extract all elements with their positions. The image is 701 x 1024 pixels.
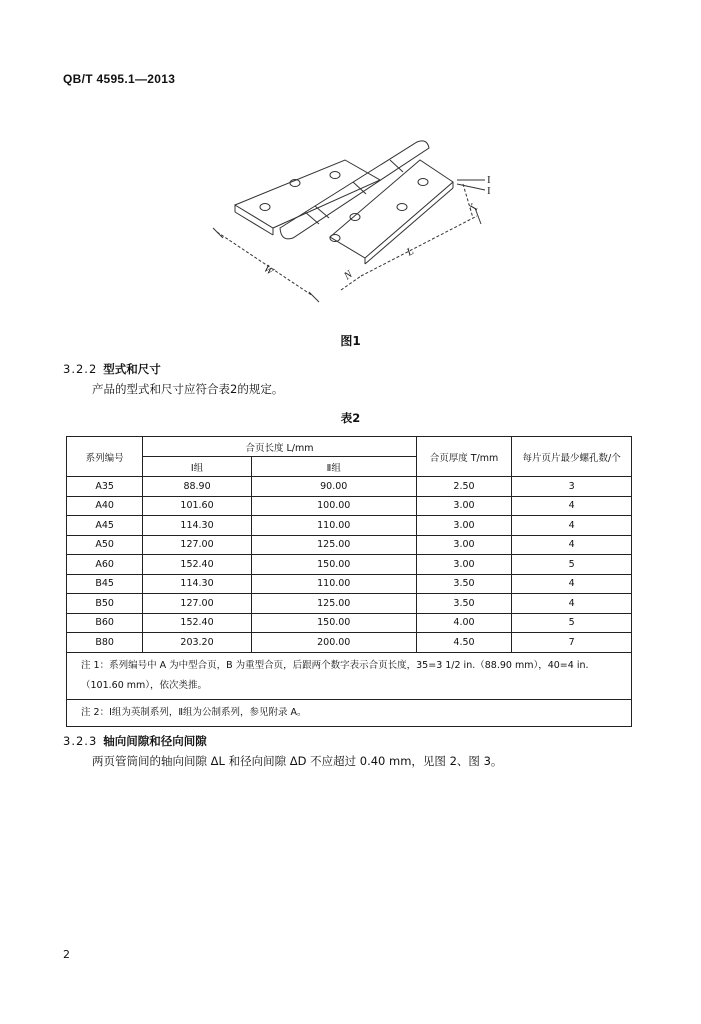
dim-label-t: T bbox=[467, 203, 481, 214]
cell-series: B50 bbox=[67, 594, 143, 614]
table-row bbox=[67, 496, 632, 516]
cell-thickness: 3.50 bbox=[416, 574, 512, 594]
table-row bbox=[67, 516, 632, 536]
cell-group2: 110.00 bbox=[251, 516, 416, 536]
header-length: 合页长度 L/mm bbox=[143, 437, 416, 457]
cell-holes: 5 bbox=[512, 555, 632, 575]
screw-hole bbox=[350, 214, 360, 221]
cell-thickness: 3.50 bbox=[416, 594, 512, 614]
section-text-322: 产品的型式和尺寸应符合表2的规定。 bbox=[92, 382, 284, 396]
right-leaf bbox=[330, 160, 453, 258]
cell-thickness: 4.50 bbox=[416, 633, 512, 653]
cell-group2: 150.00 bbox=[251, 555, 416, 575]
cell-series: B80 bbox=[67, 633, 143, 653]
hinge-barrel bbox=[280, 141, 429, 239]
cell-series: B45 bbox=[67, 574, 143, 594]
section-number: 3.2.2 bbox=[63, 362, 98, 376]
cell-group1: 127.00 bbox=[143, 535, 252, 555]
table-row bbox=[67, 574, 632, 594]
cell-series: A50 bbox=[67, 535, 143, 555]
cell-holes: 4 bbox=[512, 535, 632, 555]
dim-label-n: N bbox=[341, 268, 355, 283]
header-series: 系列编号 bbox=[67, 437, 143, 477]
dim-label-w: W bbox=[261, 262, 276, 278]
section-number: 3.2.3 bbox=[63, 734, 98, 748]
hinge-figure bbox=[195, 120, 515, 315]
page-number: 2 bbox=[63, 948, 70, 961]
screw-hole bbox=[418, 179, 428, 186]
cell-series: A45 bbox=[67, 516, 143, 536]
section-text-323: 两页管筒间的轴向间隙 ΔL 和径向间隙 ΔD 不应超过 0.40 mm，见图 2、图 3。 bbox=[92, 754, 503, 768]
header-group1: Ⅰ组 bbox=[143, 457, 252, 477]
cell-series: A60 bbox=[67, 555, 143, 575]
cell-series: A35 bbox=[67, 477, 143, 497]
section-heading-323 bbox=[63, 733, 207, 749]
cell-holes: 4 bbox=[512, 496, 632, 516]
dim-label-i1: I bbox=[487, 174, 491, 186]
cell-group1: 127.00 bbox=[143, 594, 252, 614]
cell-group1: 152.40 bbox=[143, 613, 252, 633]
screw-hole bbox=[330, 172, 340, 179]
cell-group2: 150.00 bbox=[251, 613, 416, 633]
dim-label-i2: I bbox=[487, 185, 491, 197]
cell-thickness: 3.00 bbox=[416, 535, 512, 555]
cell-series: A40 bbox=[67, 496, 143, 516]
cell-group1: 101.60 bbox=[143, 496, 252, 516]
cell-thickness: 3.00 bbox=[416, 496, 512, 516]
cell-group2: 90.00 bbox=[251, 477, 416, 497]
left-leaf bbox=[235, 160, 380, 228]
table-note-2: 注 2：Ⅰ组为英制系列，Ⅱ组为公制系列，参见附录 A。 bbox=[67, 699, 632, 726]
cell-holes: 4 bbox=[512, 574, 632, 594]
screw-hole bbox=[397, 204, 407, 211]
cell-group1: 88.90 bbox=[143, 477, 252, 497]
cell-series: B60 bbox=[67, 613, 143, 633]
header-thickness: 合页厚度 T/mm bbox=[416, 437, 512, 477]
table-row bbox=[67, 555, 632, 575]
cell-group1: 114.30 bbox=[143, 574, 252, 594]
standard-code: QB/T 4595.1—2013 bbox=[63, 72, 176, 86]
cell-holes: 5 bbox=[512, 613, 632, 633]
dimensions-table bbox=[66, 436, 632, 727]
cell-group2: 200.00 bbox=[251, 633, 416, 653]
cell-group2: 100.00 bbox=[251, 496, 416, 516]
section-title: 型式和尺寸 bbox=[103, 362, 161, 376]
header-group2: Ⅱ组 bbox=[251, 457, 416, 477]
dim-label-l: L bbox=[404, 245, 416, 259]
table-row bbox=[67, 594, 632, 614]
screw-hole bbox=[260, 204, 270, 211]
section-heading-322 bbox=[63, 361, 161, 377]
cell-thickness: 3.00 bbox=[416, 516, 512, 536]
cell-group2: 125.00 bbox=[251, 594, 416, 614]
cell-group1: 152.40 bbox=[143, 555, 252, 575]
cell-holes: 7 bbox=[512, 633, 632, 653]
cell-holes: 4 bbox=[512, 594, 632, 614]
table-note-1: 注 1：系列编号中 A 为中型合页，B 为重型合页，后跟两个数字表示合页长度，35=3 1/2 in.（88.90 mm），40=4 in.（101.60 mm），依次类推。 bbox=[67, 652, 632, 699]
header-holes: 每片页片最少螺孔数/个 bbox=[512, 437, 632, 477]
cell-group2: 110.00 bbox=[251, 574, 416, 594]
table-row bbox=[67, 633, 632, 653]
cell-group1: 114.30 bbox=[143, 516, 252, 536]
cell-group1: 203.20 bbox=[143, 633, 252, 653]
table-row bbox=[67, 477, 632, 497]
cell-thickness: 3.00 bbox=[416, 555, 512, 575]
cell-thickness: 4.00 bbox=[416, 613, 512, 633]
table-caption: 表2 bbox=[340, 411, 361, 425]
cell-holes: 4 bbox=[512, 516, 632, 536]
section-title: 轴向间隙和径向间隙 bbox=[103, 734, 207, 748]
cell-thickness: 2.50 bbox=[416, 477, 512, 497]
cell-holes: 3 bbox=[512, 477, 632, 497]
figure-caption: 图1 bbox=[340, 334, 361, 348]
table-row bbox=[67, 535, 632, 555]
cell-group2: 125.00 bbox=[251, 535, 416, 555]
table-row bbox=[67, 613, 632, 633]
